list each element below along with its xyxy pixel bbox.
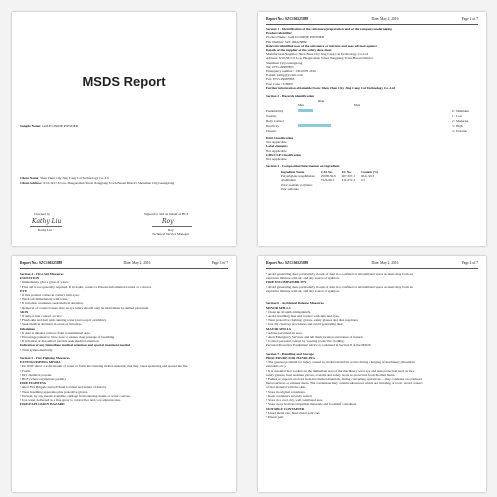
hazard-label: Body Contact — [266, 118, 284, 123]
text-line: • Removal of contact lenses after an eye injury should only be undertaken by skilled personnel. — [20, 305, 150, 310]
text-line: • Flush skin and hair with running water (and soap if available). — [20, 318, 107, 323]
text-line: • Avoid generating dust, particularly clouds of dust in a confined or unventilated space as dusts may form an — [266, 272, 413, 276]
checked-by-label: Checked by — [34, 212, 51, 216]
column-header: CAS No. — [320, 170, 333, 174]
report-date: Date: May 2, 2016 — [371, 17, 399, 21]
text-line: • Wear protective clothing, gloves, safety glasses and dust respirator. — [266, 318, 359, 323]
table-cell: Polyethylene terephthalate — [281, 174, 315, 179]
text-line: of that material with the skin. — [266, 385, 306, 390]
text-line: Product Name : GOLD OXIDE POWDER — [266, 35, 325, 40]
report-number: Report No.: SZC160225889 — [266, 261, 309, 265]
text-line: EYE — [20, 288, 27, 293]
text-line: Tel: 0755-29987863 — [266, 64, 294, 69]
report-date: Date: May 2, 2016 — [371, 261, 399, 265]
text-line: Indication of any immediate medical attention and special treatment needed — [20, 343, 130, 348]
client-name-row: Client Name: Shen Zhen City Jing Cang Cai Technology Co.,Ltd — [20, 176, 110, 180]
hazard-rating-table — [266, 108, 478, 133]
text-line: • Control personal contact by wearing protective clothing. — [266, 339, 345, 344]
column-header: EC No. — [341, 170, 352, 174]
hazard-label: Toxicity — [266, 113, 277, 118]
hazard-scale-note: 0 : Minimum — [452, 108, 469, 113]
table-cell: 231-072-3 — [341, 178, 356, 183]
text-line: • Use water delivered as a fine spray to control fire and cool adjacent area. — [20, 398, 121, 403]
section-2-title: Section 2 - Hazards identification — [266, 94, 315, 98]
checked-by-signature: Kathy Liu — [32, 218, 62, 225]
text-line: SUITABLE CONTAINER — [266, 406, 305, 411]
page-header — [266, 17, 478, 21]
text-line: Details of the supplier of the safety data sheet — [266, 48, 332, 53]
text-line: • If irritation continues, seek medical attention. — [20, 301, 84, 306]
text-line: • Lined metal can, lined metal pail/ can. — [266, 410, 321, 415]
text-line: extruders etc.). — [266, 364, 287, 369]
text-line: • If dust is inhaled, remove from contaminated area. — [20, 330, 91, 335]
text-line: DSD Classification — [266, 136, 294, 140]
header-rule — [266, 24, 478, 25]
text-line: Section 7 - Handling and Storage — [266, 351, 314, 356]
text-line: GHS/CLP Classification — [266, 152, 302, 157]
hazard-scale-note: 1 : Low — [452, 113, 462, 118]
text-line: Label elements — [266, 144, 288, 149]
text-line: • Alert Emergency Services and tell them location and nature of hazard. — [266, 335, 364, 340]
text-line: • BCF (where regulations permit). — [20, 377, 67, 382]
text-line: • Plastic pail. — [266, 414, 284, 419]
text-line: • Avoid generating dust, particularly clouds of dust in a confined or unventilated space as dusts may form an — [266, 284, 413, 289]
page-number: Page 3 of 7 — [211, 261, 228, 265]
text-line: • Wear breathing apparatus plus protective gloves. — [20, 389, 88, 394]
page-header — [266, 261, 478, 265]
text-line: • Encourage patient to blow nose to ensure clear passage of breathing. — [20, 335, 115, 340]
text-line: • The greatest potential for injury caused by molten materials occurs during charging of machinery (moulders, — [266, 360, 416, 365]
table-cell: 7429-90-5 — [320, 178, 335, 183]
manager-name: Roy — [168, 228, 174, 232]
text-line: • Fumes or vapours evolved from hot melted materials, during converting operations, ...may condense on overhead — [266, 377, 422, 382]
text-line: Not Applicable — [266, 148, 287, 153]
text-line: Product identifier — [266, 31, 292, 36]
text-line: • Store in original containers. — [266, 389, 306, 394]
text-line: Further information obtainable from: Shen Zhen City Jing Cang Cai Technology Co.,Ltd — [266, 85, 396, 90]
table-cell: Polar aromatic polymers — [281, 182, 313, 187]
page-number: Page 2 of 7 — [461, 17, 478, 21]
text-line: metal surfaces or exhaust ducts. The condensate may contain substances which are irritating or toxic. Avoid contact — [266, 381, 423, 386]
hazard-level-bar — [298, 109, 313, 111]
signature-line — [152, 226, 192, 227]
text-line: Fax: 0755-29987863 — [266, 77, 295, 82]
checked-by-name: Kathy Liu — [38, 228, 52, 232]
text-line: FIRE FIGHTING — [20, 381, 47, 386]
manager-role: Technical Service Manager — [152, 232, 190, 236]
table-cell: 0.5 — [361, 178, 366, 183]
sample-name-row: Sample Name: GOLD OXIDE POWDER — [20, 124, 79, 128]
report-page-2 — [258, 12, 486, 246]
text-line: • It is essential that workers in the immediate area of the machinery wear eye and skin protection such as face — [266, 368, 415, 373]
text-line: • Avoid breathing dust and contact with skin and eyes. — [266, 314, 340, 319]
text-line: INGESTION — [20, 276, 40, 281]
report-cover-page — [12, 12, 236, 246]
text-line: Inhalation — [20, 326, 36, 331]
hazard-row — [266, 128, 478, 133]
hazard-min-label: Min — [298, 103, 304, 107]
text-line: • If irritation or discomfort persists seek medical attention. — [20, 339, 100, 344]
text-line: Relevant identified uses of the substance or mixture and uses advised against — [266, 43, 377, 48]
text-line: Section 1 - Identification of the substance/preparation and of the company/undertaking — [266, 27, 392, 31]
header-rule — [266, 268, 478, 269]
text-line: Post Code : 518000 — [266, 81, 293, 86]
text-line: Section 5 - Fire Fighting Measures — [20, 356, 70, 361]
hazard-label: Reactivity — [266, 123, 280, 128]
column-header: Content (%) — [361, 170, 379, 174]
section-2-classification — [266, 136, 478, 161]
text-line: • Keep containers securely sealed. — [266, 393, 313, 398]
text-line: Address: 6/10,3#17,6 Lou, Huaguoshan Street Jiangjiang Town,Baoan District, — [266, 56, 374, 61]
text-line: safety glasses, heat resistant gloves, overalls and safety boots as protection from thermal burns. — [266, 372, 396, 377]
table-cell — [339, 187, 358, 191]
table-cell: 25038-59-9 — [320, 174, 336, 179]
text-line: • Treat symptomatically. — [20, 347, 54, 352]
text-line: FIRE INCOMPATIBILITY — [266, 280, 307, 285]
hazard-scale-note: 2 : Moderate — [452, 118, 469, 123]
text-line: • First aid is not generally required. If in doubt, contact a Poisons Information Centre or a doctor. — [20, 284, 152, 289]
text-line: • If skin or hair contact occurs: — [20, 314, 62, 319]
table-cell — [358, 187, 381, 191]
text-line: FIRE/EXPLOSION HAZARD — [20, 402, 65, 407]
manager-signature: Roy — [162, 218, 174, 225]
hazard-risk-header: Risk — [318, 99, 325, 103]
hazard-label: Flammability — [266, 108, 284, 113]
table-cell: Aluminium — [281, 178, 296, 183]
text-line: Manufacturer/Supplier: Shen Zhen City Jing Cang Cai Technology Co.,Ltd — [266, 52, 368, 57]
text-line: SKIN — [20, 309, 29, 314]
header-rule — [20, 268, 228, 269]
text-line: MAJOR SPILLS — [266, 326, 291, 331]
table-cell: 96.6- 96.5 — [361, 174, 375, 179]
report-title: MSDS Report — [82, 74, 166, 89]
text-line: • Prevent, by any means available, spillage from entering drains or water courses. — [20, 393, 131, 398]
text-line: MINOR SPILLS — [266, 305, 291, 310]
text-line: explosive mixture with air, and any source of ignition. — [266, 276, 340, 281]
text-line: Not Applicable — [266, 157, 287, 162]
report-number: Report No.: SZC160225889 — [266, 17, 309, 21]
text-line: • Dry chemical powder. — [20, 372, 53, 377]
report-date: Date: May 2, 2016 — [123, 261, 151, 265]
text-line: • Foam. — [20, 368, 31, 373]
text-line: PROCEDURE FOR HANDLING — [266, 356, 315, 361]
hazard-max-label: Max — [354, 103, 361, 107]
text-line: • Wash out immediately with water. — [20, 297, 69, 302]
hazard-scale-note: 3 : High — [452, 123, 463, 128]
text-line: explosive mixture with air, and any source of ignition. — [266, 288, 340, 293]
hazard-scale-note: 4 : Extreme — [452, 128, 467, 133]
text-line: File Number: SZC160225889 — [266, 39, 307, 44]
text-line: • Seek medical attention in event of irritation. — [20, 322, 82, 327]
column-header: Ingredient Name — [281, 170, 305, 174]
table-cell: Zinc sulfonite — [281, 186, 299, 191]
text-line: • Advise personnel in area. — [266, 330, 303, 335]
table-cell — [318, 187, 339, 191]
signature-line — [30, 226, 62, 227]
section-1-identification — [266, 27, 478, 90]
text-line: • Do NOT direct a solid stream of water or foam into burning molten material; this may cause spattering and spread the fire. — [20, 364, 189, 369]
text-line: • Use dry clean up procedures and avoid generating dust. — [266, 322, 344, 327]
text-line: • Immediately give a glass of water. — [20, 280, 69, 285]
hazard-level-bar — [298, 124, 331, 126]
report-page-4 — [258, 256, 486, 492]
table-row — [278, 187, 381, 191]
text-line: Personal Protective Equipment advice is contained in Section 8 of the MSDS. — [266, 343, 372, 348]
sections-6-7-content — [266, 272, 478, 419]
table-cell: 607-507-1 — [341, 174, 356, 179]
text-line: • Alert Fire Brigade and tell them location and nature of hazard. — [20, 385, 107, 390]
page-number: Page 4 of 7 — [461, 261, 478, 265]
sections-4-5-content — [20, 272, 230, 407]
section-3-title: Section 3 - Composition/Information on Ingredient — [266, 164, 340, 168]
text-line: Shenzhen City,Guangdong — [266, 60, 303, 65]
text-line: • If this product comes in contact with eyes: — [20, 293, 80, 298]
signed-on-behalf-label: Signed for and on behalf of BCT — [144, 212, 189, 216]
text-line: E-mail: kathy@jccnm.com — [266, 73, 303, 78]
text-line: • Store away from incompatible materials and foodstuff containers. — [266, 402, 358, 407]
text-line: • Clean up all spills immediately. — [266, 309, 311, 314]
text-line: • Store in a cool, dry, well-ventilated area. — [266, 398, 324, 403]
text-line: Section 6 - Accidental Release Measures — [266, 301, 324, 306]
text-line: Section 4 - First Aid Measures — [20, 272, 64, 276]
ingredients-table — [278, 170, 381, 191]
hazard-label: Chronic — [266, 128, 277, 133]
report-page-3 — [12, 256, 236, 492]
report-number: Report No.: SZC160225889 — [20, 261, 63, 265]
text-line: Emergency number : 130-0978 2016 — [266, 69, 316, 74]
text-line: Not Applicable — [266, 140, 287, 145]
client-address-row: Client Address: 6/10,3#17,6 Lou, Huaguoshan Street Jiangjiang Town,Baoan District,Shenzhen City,Guangdong — [20, 181, 175, 185]
page-header — [20, 261, 228, 265]
text-line: EXTINGUISHING MEDIA — [20, 360, 61, 365]
